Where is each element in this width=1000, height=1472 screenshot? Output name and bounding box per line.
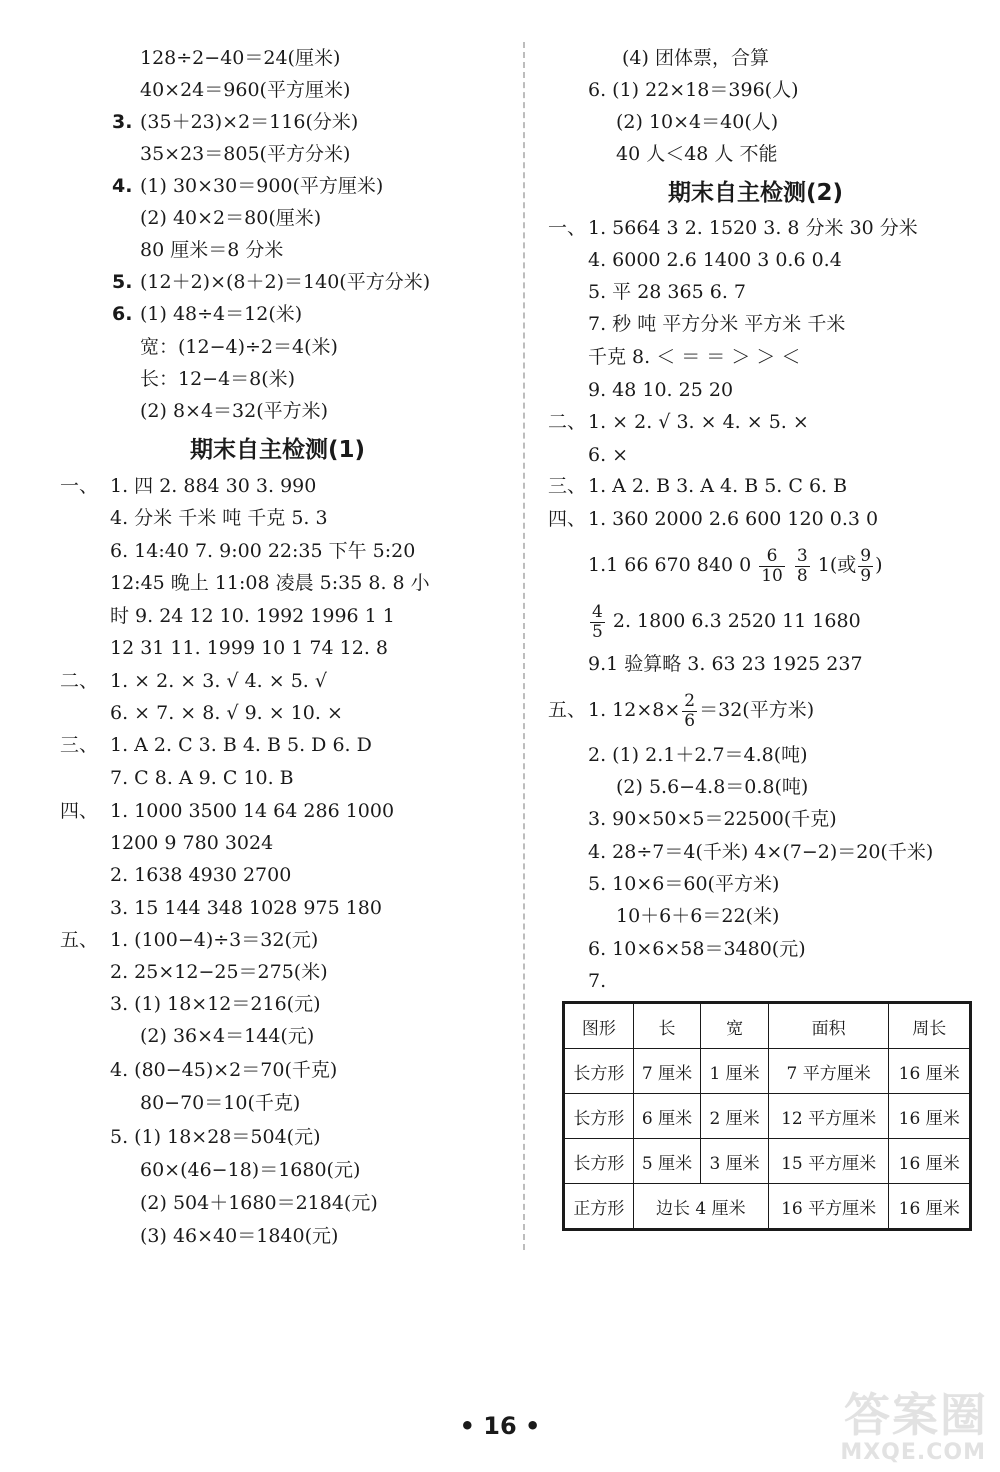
table-row (564, 1094, 971, 1139)
answer-line: 6. 10×6×58＝3480(元) (588, 938, 806, 960)
part-prefix: 四、 (548, 508, 587, 530)
table-header: 面积 (768, 1003, 889, 1049)
part-prefix: 二、 (548, 411, 587, 433)
answer-line: 40×24＝960(平方厘米) (140, 79, 351, 101)
answer-line: 宽：(12−4)÷2＝4(米) (140, 336, 338, 358)
table-cell: 3 厘米 (701, 1139, 769, 1184)
table-header: 图形 (564, 1003, 634, 1049)
table-cell: 7 平方厘米 (768, 1049, 889, 1094)
answer-line: 长：12−4＝8(米) (140, 368, 296, 390)
answer-line: 40 人＜48 人 不能 (616, 143, 778, 165)
answer-line: 2. 25×12−25＝275(米) (110, 961, 328, 983)
answer-line: (2) 10×4＝40(人) (616, 111, 779, 133)
answer-line: 3. 15 144 348 1028 975 180 (110, 897, 382, 919)
answer-line: (2) 36×4＝144(元) (140, 1025, 315, 1047)
answer-line: 1. (100−4)÷3＝32(元) (110, 929, 319, 951)
fraction-numerator: 3 (796, 545, 808, 566)
answer-line: 60×(46−18)＝1680(元) (140, 1159, 361, 1181)
table-cell: 边长 4 厘米 (633, 1184, 768, 1230)
table-cell: 16 厘米 (889, 1139, 971, 1184)
answer-line: 3. (1) 18×12＝216(元) (110, 993, 321, 1015)
question-number: 3. (112, 111, 133, 133)
answer-line: (2) 5.6−4.8＝0.8(吨) (616, 776, 809, 798)
fraction-numerator: 4 (592, 601, 603, 622)
answer-line: 4. 28÷7＝4(千米) 4×(7−2)＝20(千米) (588, 841, 934, 863)
answer-line: 80−70＝10(千克) (140, 1092, 301, 1114)
answer-text: ＝32(平方米) (699, 699, 815, 721)
fraction-6-10 (759, 547, 785, 586)
answer-line-with-fractions (588, 545, 883, 586)
fraction-numerator: 6 (759, 547, 785, 567)
answer-text: 2. 1800 6.3 2520 11 1680 (612, 610, 861, 632)
table-cell: 6 厘米 (633, 1094, 701, 1139)
answer-line: 80 厘米＝8 分米 (140, 239, 284, 261)
table-header: 长 (633, 1003, 701, 1049)
answer-line: 3. 90×50×5＝22500(千克) (588, 808, 837, 830)
answer-line: 7. (588, 970, 607, 992)
answer-line: 4. 6000 2.6 1400 3 0.6 0.4 (588, 249, 842, 271)
answer-line: 7. C 8. A 9. C 10. B (110, 767, 294, 789)
answer-line: 35×23＝805(平方分米) (140, 143, 351, 165)
question-number: 6. (112, 303, 133, 325)
question-number: 4. (112, 175, 133, 197)
answer-line: 千克 8. ＜ ＝ ＝ ＞ ＞ ＜ (588, 346, 801, 368)
table-cell: 16 厘米 (889, 1049, 971, 1094)
answer-line-with-fractions (588, 690, 814, 731)
part-prefix: 三、 (548, 475, 587, 497)
part-prefix: 五、 (60, 929, 99, 951)
table-cell: 7 厘米 (633, 1049, 701, 1094)
answer-line: 6. × 7. × 8. √ 9. × 10. × (110, 702, 343, 724)
answer-text: ) (875, 554, 883, 576)
table-row (564, 1184, 971, 1230)
answer-line: (1) 48÷4＝12(米) (140, 303, 303, 325)
table-cell: 16 厘米 (889, 1184, 971, 1230)
answer-text: 1. 12×8× (588, 699, 681, 721)
fraction-numerator: 9 (860, 545, 872, 566)
table-header: 宽 (701, 1003, 769, 1049)
question-number: 5. (112, 271, 133, 293)
answer-line: 1. A 2. C 3. B 4. B 5. D 6. D (110, 734, 372, 756)
result-table (562, 1001, 972, 1231)
answer-line: 1. A 2. B 3. A 4. B 5. C 6. B (588, 475, 848, 497)
answer-line: 6. 14:40 7. 9:00 22:35 下午 5:20 (110, 540, 416, 562)
part-prefix: 一、 (60, 475, 99, 497)
answer-line: 128÷2−40＝24(厘米) (140, 47, 341, 69)
table-cell: 长方形 (564, 1094, 634, 1139)
table-row (564, 1049, 971, 1094)
fraction-numerator: 2 (684, 690, 696, 711)
fraction-4-5 (590, 603, 605, 642)
answer-line: 4. (80−45)×2＝70(千克) (110, 1059, 338, 1081)
answer-line: 5. (1) 18×28＝504(元) (110, 1126, 321, 1148)
fraction-denominator: 9 (860, 565, 872, 586)
part-prefix: 二、 (60, 670, 99, 692)
table-cell: 16 厘米 (889, 1094, 971, 1139)
table-cell: 长方形 (564, 1049, 634, 1094)
watermark-logo: 答案圈 (844, 1388, 988, 1442)
answer-line: (35＋23)×2＝116(分米) (140, 111, 359, 133)
answer-line-with-fractions (588, 600, 861, 642)
answer-line: 7. 秒 吨 平方分米 平方米 千米 (588, 313, 846, 335)
table-cell: 长方形 (564, 1139, 634, 1184)
fraction-denominator: 6 (684, 710, 696, 731)
answer-line: 1. × 2. × 3. √ 4. × 5. √ (110, 670, 327, 692)
table-cell: 16 平方厘米 (768, 1184, 889, 1230)
table-row (564, 1139, 971, 1184)
answer-line: 10＋6＋6＝22(米) (616, 905, 780, 927)
answer-line: (2) 8×4＝32(平方米) (140, 400, 329, 422)
fraction-denominator: 8 (796, 565, 808, 586)
answer-line: (3) 46×40＝1840(元) (140, 1225, 339, 1247)
answer-line: 1. 四 2. 884 30 3. 990 (110, 475, 317, 497)
table-cell: 2 厘米 (701, 1094, 769, 1139)
column-divider (523, 42, 525, 1250)
answer-line: (12＋2)×(8＋2)＝140(平方分米) (140, 271, 431, 293)
answer-line: 12:45 晚上 11:08 凌晨 5:35 8. 8 小 (110, 572, 430, 594)
fraction-9-9 (858, 547, 873, 586)
section-heading: 期末自主检测(1) (190, 437, 366, 463)
table-cell: 正方形 (564, 1184, 634, 1230)
answer-line: 9.1 验算略 3. 63 23 1925 237 (588, 653, 863, 675)
section-heading: 期末自主检测(2) (668, 180, 844, 206)
answer-line: 6. (1) 22×18＝396(人) (588, 79, 799, 101)
fraction-2-6 (682, 692, 697, 731)
answer-line: 1. 5664 3 2. 1520 3. 8 分米 30 分米 (588, 217, 918, 239)
answer-line: 6. × (588, 444, 629, 466)
part-prefix: 一、 (548, 217, 587, 239)
table-cell: 12 平方厘米 (768, 1094, 889, 1139)
fraction-denominator: 10 (761, 565, 783, 586)
answer-line: (2) 504＋1680＝2184(元) (140, 1192, 378, 1214)
answer-line: 4. 分米 千米 吨 千克 5. 3 (110, 507, 328, 529)
watermark-url: MXQE.COM (840, 1440, 986, 1465)
answer-text: 1.1 66 670 840 0 (588, 554, 752, 576)
answer-line: 2. 1638 4930 2700 (110, 864, 292, 886)
answer-line: 5. 平 28 365 6. 7 (588, 281, 746, 303)
part-prefix: 五、 (548, 699, 587, 721)
fraction-denominator: 5 (592, 621, 603, 642)
table-cell: 5 厘米 (633, 1139, 701, 1184)
answer-line: 1200 9 780 3024 (110, 832, 274, 854)
answer-line: 1. 360 2000 2.6 600 120 0.3 0 (588, 508, 879, 530)
answer-text: 1(或 (817, 554, 857, 576)
table-cell: 1 厘米 (701, 1049, 769, 1094)
fraction-3-8 (795, 547, 810, 586)
answer-line: 12 31 11. 1999 10 1 74 12. 8 (110, 637, 388, 659)
answer-line: 时 9. 24 12 10. 1992 1996 1 1 (110, 605, 395, 627)
table-header: 周长 (889, 1003, 971, 1049)
part-prefix: 三、 (60, 734, 99, 756)
answer-line: 1. × 2. √ 3. × 4. × 5. × (588, 411, 809, 433)
answer-line: (4) 团体票，合算 (622, 47, 769, 69)
part-prefix: 四、 (60, 800, 99, 822)
table-header-row (564, 1003, 971, 1049)
page-number: • 16 • (459, 1412, 541, 1440)
answer-line: 9. 48 10. 25 20 (588, 379, 734, 401)
answer-line: 2. (1) 2.1＋2.7＝4.8(吨) (588, 744, 808, 766)
answer-line: (1) 30×30＝900(平方厘米) (140, 175, 384, 197)
answer-line: (2) 40×2＝80(厘米) (140, 207, 322, 229)
table-cell: 15 平方厘米 (768, 1139, 889, 1184)
answer-line: 1. 1000 3500 14 64 286 1000 (110, 800, 395, 822)
answer-line: 5. 10×6＝60(平方米) (588, 873, 780, 895)
